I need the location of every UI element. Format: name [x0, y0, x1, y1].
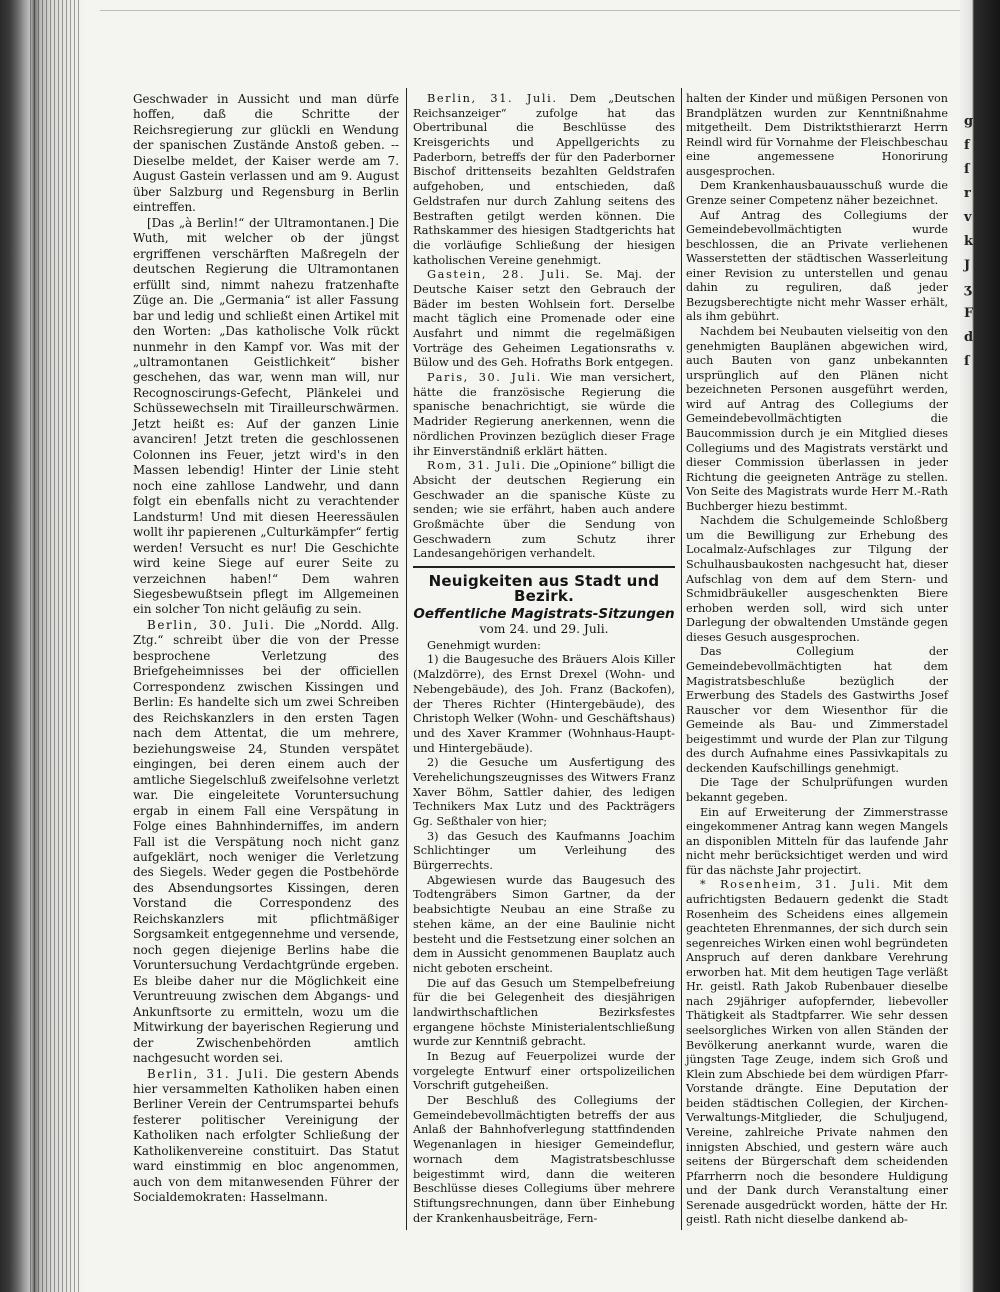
paragraph: halten der Kinder und müßigen Personen von Brandplätzen wurden zur Kenntnißnahme mitgetheilt. Dem Distriktsthierarzt Herrn Reindl wird für Vornahme der Fleischbeschau eine angemessene Honorirung ausgesprochen.	[686, 92, 948, 178]
section-title: Neuigkeiten aus Stadt und Bezirk.	[413, 566, 675, 603]
facing-page-letters	[964, 110, 976, 374]
paragraph: Nachdem bei Neubauten vielseitig von den genehmigten Bauplänen abgewichen wird, auch Bauten von ganz unbekannten ursprünglich auf den Plänen nicht bezeichneten Personen ausgeführt werden, wird auf Antrag des Collegiums der Gemeindebevollmächtigten die Baucommission durch je ein Mitglied dieses Collegiums und des Magistrats verstärkt und dieser Commission überlassen in jeder Richtung die geeigneten Anträge zu stellen. Von Seite des Magistrats wurde Herr M.-Rath Buchberger hiezu bestimmt.	[686, 325, 948, 513]
paragraph: Die Tage der Schulprüfungen wurden bekannt gegeben.	[686, 776, 948, 804]
paragraph: Dem Krankenhausbauausschuß wurde die Grenze seiner Competenz näher bezeichnet.	[686, 179, 948, 207]
edge-glyph: ſ	[964, 354, 970, 369]
edge-glyph: r	[964, 186, 971, 201]
paragraph	[413, 268, 675, 371]
dateline: Berlin, 31. Juli.	[427, 92, 558, 105]
page-edges	[30, 0, 80, 1292]
dateline: Berlin, 30. Juli.	[147, 617, 276, 632]
paragraph: In Bezug auf Feuerpolizei wurde der vorgelegte Entwurf einer ortspolizeilichen Vorschrift gutgeheißen.	[413, 1050, 675, 1093]
dateline: Berlin, 31. Juli.	[147, 1066, 270, 1081]
article-text: Die „Opinione“ billigt die Absicht der deutschen Regierung ein Geschwader an die spanische Küste zu senden; wie sie erfährt, haben auch andere Großmächte über die Sendung von Geschwadern zum Schutz ihrer Landesangehörigen verhandelt.	[413, 459, 676, 561]
column-2	[413, 92, 675, 1226]
paragraph	[413, 371, 675, 459]
article-heading: [Das „à Berlin!“ der Ultramontanen.]	[147, 215, 375, 230]
article-text: Dem „Deutschen Reichsanzeiger“ zufolge hat das Obertribunal die Beschlüsse des Kreisgerichts und Appellgerichts zu Paderborn, betreffs der für den Paderborner Bischof drittenseits bezahlten Geldstrafen aufgehoben, und entschieden, daß Geldstrafen nur durch Zahlung seitens des Bestraften getilgt werden können. Die Rathskammer des hiesigen Stadtgerichts hat die vorläufige Schließung der hiesigen katholischen Vereine genehmigt.	[413, 92, 675, 267]
paragraph	[413, 92, 675, 268]
subsection-title: Oeffentliche Magistrats-Sitzungen	[413, 606, 675, 623]
paragraph: Nachdem die Schulgemeinde Schloßberg um die Bewilligung zur Erhebung des Localmalz-Aufschlages zur Tilgung der Schulhausbaukosten nachgesucht hat, dieser Aufschlag von dem auf dem Stern- und Schmidbräukeller ausgeschenkten Biere erhoben werden soll, wird sich unter Darlegung der obwaltenden Umstände gegen dieses Gesuch ausgesprochen.	[686, 514, 948, 644]
edge-glyph: v	[964, 210, 972, 225]
paragraph: Das Collegium der Gemeindebevollmächtigten hat dem Magistratsbeschluße bezüglich der Erwerbung des Stadels des Gastwirths Josef Rauscher vor dem Wiesenthor für die Gemeinde als Bau- und Zimmerstadel beigestimmt und wurde der Plan zur Tilgung des durch Aufnahme eines Passivkapitals zu deckenden Kaufschillings genehmigt.	[686, 645, 948, 775]
facing-page-edge	[960, 0, 1000, 1292]
article-text: Wie man versichert, hätte die französische Regierung die spanische benachrichtigt, sie würde die Madrider Regierung anerkennen, wenn die nördlichen Provinzen bezüglich dieser Frage ihr Einverständniß erklärt hätten.	[413, 371, 675, 458]
edge-glyph: k	[964, 234, 974, 249]
paragraph: Ein auf Erweiterung der Zimmerstrasse eingekommener Antrag kann wegen Mangels an disponiblen Mitteln für das laufende Jahr nicht mehr berücksichtiget werden und wird für das nächste Jahr projectirt.	[686, 805, 948, 877]
paragraph	[133, 1067, 399, 1206]
column-rule-1	[406, 88, 407, 1230]
paragraph: 3) das Gesuch des Kaufmanns Joachim Schlichtinger um Verleihung des Bürgerrechts.	[413, 829, 675, 873]
dateline: * Rosenheim, 31. Juli.	[700, 878, 882, 892]
paragraph	[413, 459, 675, 562]
paragraph	[133, 216, 399, 618]
article-text: Se. Maj. der Deutsche Kaiser setzt den Gebrauch der Bäder im besten Wohlsein fort. Derselbe macht täglich eine Promenade oder eine Ausfahrt und nimmt die regelmäßigen Vorträge des Geheimen Legationsraths v. Bülow und des Geh. Hofraths Bork entgegen.	[413, 268, 675, 370]
book-binding	[0, 0, 86, 1292]
dateline: Paris, 30. Juli.	[427, 371, 542, 385]
paragraph: Auf Antrag des Collegiums der Gemeindebevollmächtigten wurde beschlossen, die an Private verliehenen Wasserstetten der städtischen Wasserleitung einer Revision zu unterstellen und genau dahin zu reguliren, daß jeder Bezugsberechtigte nicht mehr Wasser erhält, als ihm gebührt.	[686, 208, 948, 324]
paragraph: Der Beschluß des Collegiums der Gemeindebevollmächtigten betreffs der aus Anlaß der Bahnhofverlegung stattfindenden Wegenanlagen in hiesiger Gemeindeflur, wornach dem Magistratsbeschlusse beigestimmt wird, dann die weiteren Beschlüsse dieses Collegiums über mehrere Stiftungsrechnungen, dann über Einhebung der Krankenhausbeiträge, Fern-	[413, 1094, 675, 1225]
paragraph: Die auf das Gesuch um Stempelbefreiung für die bei Gelegenheit des diesjährigen landwirthschaftlichen Bezirksfestes ergangene höchste Ministerialentschließung wurde zur Kenntniß gebracht.	[413, 976, 675, 1049]
paragraph: 1) die Baugesuche des Bräuers Alois Killer (Malzdörre), des Ernst Drexel (Wohn- und Nebengebäude), des Joh. Franz (Backofen), der Theres Richter (Hintergebäude), des Christoph Welker (Wohn- und Geschäftshaus) und des Xaver Krammer (Wohnhaus-Haupt- und Hintergebäude).	[413, 653, 675, 755]
paragraph: Genehmigt wurden:	[427, 638, 541, 652]
subsection-date: vom 24. und 29. Juli.	[479, 622, 609, 637]
edge-glyph: d	[964, 330, 974, 345]
paragraph	[133, 618, 399, 1067]
article-text: Mit dem aufrichtigsten Bedauern gedenkt die Stadt Rosenheim des Scheidens eines allgemein geachteten Ehrenmannes, der sich durch sein segenreiches Wirken einen wohl begründeten Anspruch auf deren dankbare Verehrung erworben hat. Mit dem heutigen Tage verläßt Hr. geistl. Rath Jakob Rubenbauer dieselbe nach 29jähriger aufopfernder, liebevoller Thätigkeit als Stadtpfarrer. Wie sehr dessen seelsorgliches Wirken von allen Ständen der Bevölkerung anerkannt wurde, waren die jüngsten Tage Zeuge, indem sich Groß und Klein zum Abschiede bei dem würdigen Pfarr-Vorstande drängte. Eine Deputation der beiden städtischen Collegien, der Kirchen-Verwaltungs-Mitglieder, die Schuljugend, Vereine, zahlreiche Private nahmen den innigsten Abschied, und gestern wäre auch seitens der Bürgerschaft dem scheidenden Pfarrherrn noch die besondere Huldigung und der Dank durch Veranstaltung einer Serenade ausgedrückt worden, hätte der Hr. geistl. Rath nicht dieselbe dankend ab-	[686, 878, 948, 1227]
paragraph	[686, 878, 948, 1228]
column-1	[133, 92, 399, 1206]
article-text: Die „Nordd. Allg. Ztg.“ schreibt über die von der Presse besprochene Verletzung des Briefgeheimnisses bei der officiellen Correspondenz zwischen Kissingen und Berlin: Es handelte sich um zwei Schreiben des Reichskanzlers in den ersten Tagen nach dem Attentat, die um mehrere, beziehungsweise 24, Stunden verspätet eingingen, bei deren einem auch der amtliche Siegelschluß zweifelsohne verletzt war. Die eingeleitete Voruntersuchung ergab in einem Fall eine Verspätung in Folge eines Bahnhinderniffes, im andern Fall ist die Verspätung noch nicht ganz aufgeklärt, noch weniger die Verletzung des Siegels. Weder gegen die Postbehörde des Absendungsortes Kissingen, deren Vorstand die Correspondenz des Reichskanzlers mit pflichtmäßiger Sorgsamkeit entgegennehme und versende, noch gegen diejenige Berlins habe die Voruntersuchung Verdachtgründe ergeben. Es bleibe daher nur die Möglichkeit eine Veruntreuung zwischen dem Abgangs- und Ankunftsorte zu ermitteln, wozu um die Mitwirkung der bayerischen Regierung und der Zwischenbehörden amtlich nachgesucht worden sei.	[133, 617, 400, 1066]
dateline: Rom, 31. Juli.	[427, 459, 527, 473]
edge-glyph: F	[964, 306, 974, 321]
article-text: Die Wuth, mit welcher ob der jüngst ergriffenen verschärften Maßregeln der deutschen Regierung die Ultramontanen erfüllt sind, nimmt nahezu fratzenhafte Züge an. Die „Germania“ ist aller Fassung bar und ledig und schließt einen Artikel mit den Worten: „Das katholische Volk rückt nunmehr in den Kampf vor. Was mit der „ultramontanen Geistlichkeit“ bisher geschehen, das war, wenn man will, nur Recognoscirungs-Gefecht, Plänkelei und Schüssewechseln mit Tirailleurschwärmen. Jetzt heißt es: Auf der ganzen Linie avanciren! Jetzt treten die geschlossenen Colonnen ins Feuer, jetzt wird's in den Massen lebendig! Hinter der Linie steht noch eine zahllose Landwehr, und dann folgt ein ebenfalls nicht zu verachtender Landsturm! Und mit diesen Heeressäulen wollt ihr papierenen „Culturkämpfer“ fertig werden! Versucht es nur! Die Geschichte wird keine Siege auf eurer Seite zu verzeichnen haben!“ Dem wahren Siegesbewußtsein pflegt im Allgemeinen ein solcher Ton nicht geläufig zu sein.	[133, 215, 399, 617]
edge-glyph: g	[964, 114, 974, 129]
column-3	[686, 92, 948, 1228]
edge-glyph: J	[964, 258, 971, 273]
paragraph: Geschwader in Aussicht und man dürfe hoffen, daß die Schritte der Reichsregierung zur glückli en Wendung der spanischen Zustände Anstoß geben. -- Dieselbe meldet, der Kaiser werde am 7. August Gastein verlassen und am 9. August über Salzburg und Regensburg in Berlin eintreffen.	[133, 92, 399, 215]
edge-glyph: ʒ	[964, 282, 972, 297]
article-text: Die gestern Abends hier versammelten Katholiken haben einen Berliner Verein der Centrumspartei behufs festerer politischer Vereinigung der Katholiken nach erfolgter Schließung der Katholikenvereine constituirt. Das Statut ward einstimmig en bloc angenommen, auch von dem mitanwesenden Führer der Socialdemokraten: Hasselmann.	[133, 1066, 400, 1205]
edge-glyph: ſ	[964, 162, 970, 177]
edge-glyph: f	[964, 138, 970, 153]
column-rule-2	[681, 88, 682, 1230]
paragraph: 2) die Gesuche um Ausfertigung des Verehelichungszeugnisses des Witwers Franz Xaver Böhm, Sattler dahier, des ledigen Technikers Max Lutz und des Packträgers Gg. Seßthaler von hier;	[413, 756, 675, 828]
page-top-rule	[100, 10, 960, 11]
dateline: Gastein, 28. Juli.	[427, 268, 572, 282]
paragraph: Abgewiesen wurde das Baugesuch des Todtengräbers Simon Gartner, da der beabsichtigte Neubau an eine Straße zu stehen käme, an der eine Baulinie nicht besteht und die Festsetzung einer solchen an dem in Aussicht genommenen Bauplatz auch nicht geboten erscheint.	[413, 873, 675, 975]
